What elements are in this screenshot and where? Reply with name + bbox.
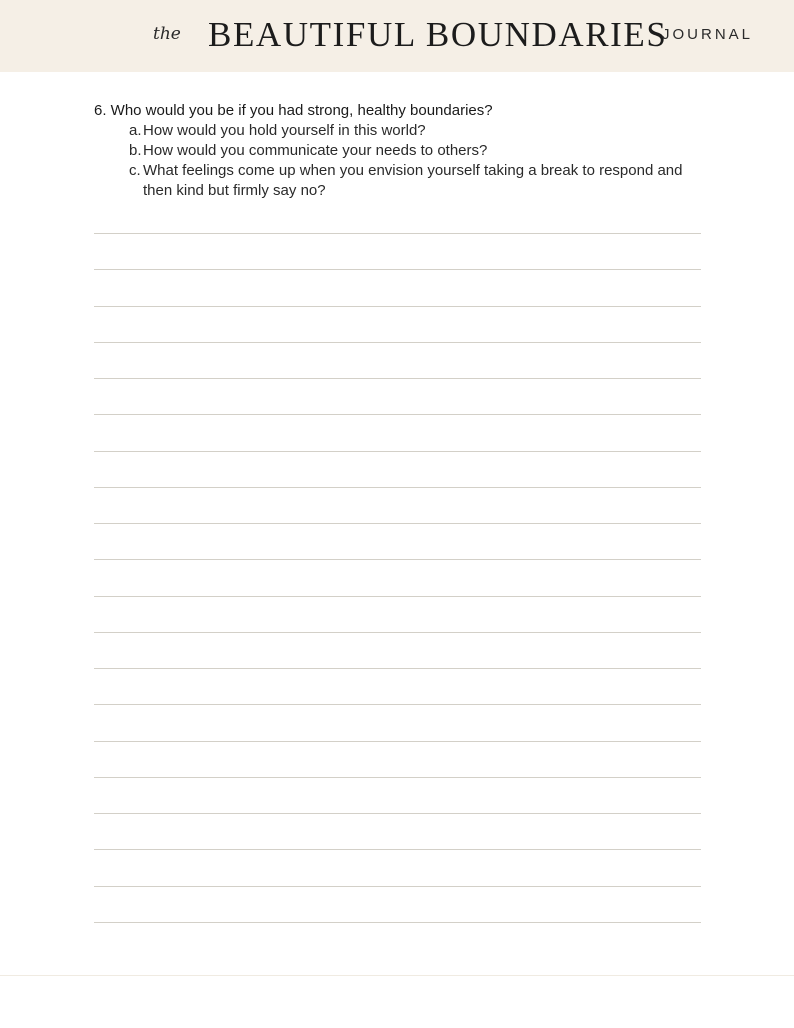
writing-line xyxy=(94,523,701,524)
sub-question-a xyxy=(129,121,706,141)
sub-question-letter: c. xyxy=(129,162,141,179)
writing-line xyxy=(94,378,701,379)
question-block xyxy=(94,101,706,201)
sub-question-text: How would you communicate your needs to others? xyxy=(143,142,488,159)
sub-question-b xyxy=(129,141,706,161)
journal-title: BEAUTIFUL BOUNDARIES xyxy=(208,15,668,54)
header-band xyxy=(0,0,794,72)
writing-line xyxy=(94,813,701,814)
writing-line xyxy=(94,886,701,887)
writing-line xyxy=(94,704,701,705)
sub-question-text: What feelings come up when you envision yourself taking a break to respond and then kind but firmly say no? xyxy=(143,162,683,199)
header-prefix: the xyxy=(153,24,181,44)
writing-line xyxy=(94,342,701,343)
question-main: 6. Who would you be if you had strong, healthy boundaries? xyxy=(94,102,493,119)
writing-line xyxy=(94,451,701,452)
header-suffix: JOURNAL xyxy=(662,26,754,43)
writing-line xyxy=(94,632,701,633)
sub-question-letter: b. xyxy=(129,142,142,159)
sub-question-c xyxy=(129,161,706,201)
writing-line xyxy=(94,487,701,488)
writing-line xyxy=(94,269,701,270)
footer-divider xyxy=(0,975,794,976)
sub-question-text: How would you hold yourself in this world? xyxy=(143,122,426,139)
writing-line xyxy=(94,849,701,850)
writing-line xyxy=(94,559,701,560)
writing-line xyxy=(94,596,701,597)
writing-line xyxy=(94,922,701,923)
writing-line xyxy=(94,233,701,234)
writing-line xyxy=(94,741,701,742)
writing-line xyxy=(94,306,701,307)
writing-line xyxy=(94,668,701,669)
writing-line xyxy=(94,414,701,415)
sub-question-letter: a. xyxy=(129,122,142,139)
writing-line xyxy=(94,777,701,778)
